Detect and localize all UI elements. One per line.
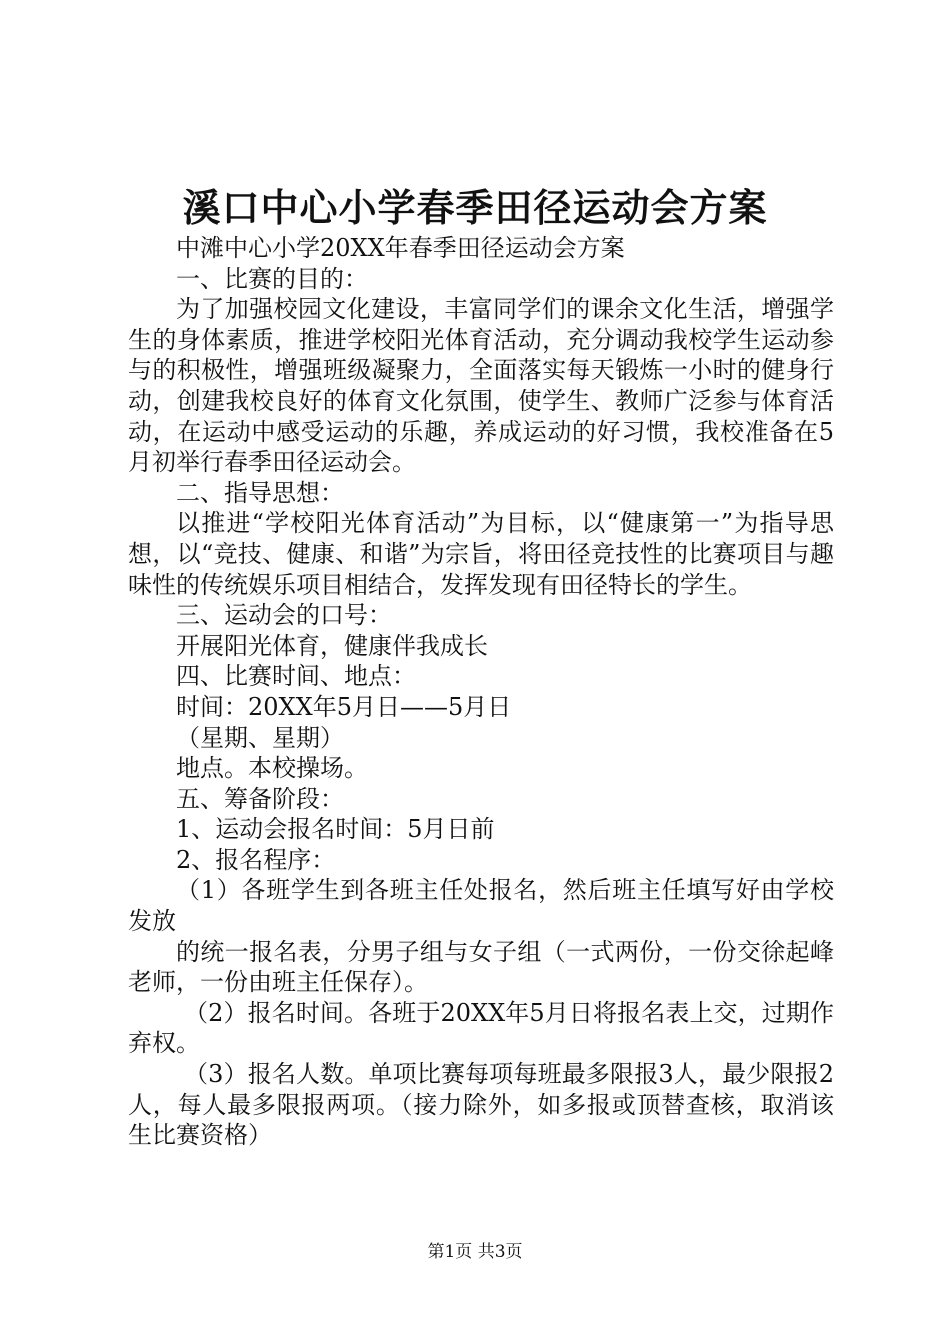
document-body [128,233,834,1151]
place-paragraph: 地点。本校操场。 [176,754,368,783]
procedure-item-3: （3）报名人数。单项比赛每项每班最多限报3人，最少限报2人，每人最多限报两项。（接力除外，如多报或顶替查核，取消该生比赛资格） [128,1060,834,1150]
section-heading-purpose: 一、比赛的目的： [176,264,368,293]
registration-procedure-heading: 2、报名程序： [176,845,336,874]
section-heading-slogan: 三、运动会的口号： [176,601,392,630]
subtitle-paragraph: 中滩中心小学20XX年春季田径运动会方案 [176,234,625,262]
section-heading-preparation: 五、筹备阶段： [176,784,344,813]
slogan-paragraph: 开展阳光体育，健康伴我成长 [176,631,488,660]
procedure-item-2: （2）报名时间。各班于20XX年5月日将报名表上交，过期作弃权。 [128,998,834,1058]
purpose-paragraph: 为了加强校园文化建设，丰富同学们的课余文化生活，增强学生的身体素质，推进学校阳光体育活动，充分调动我校学生运动参与的积极性，增强班级凝聚力，全面落实每天锻炼一小时的健身行动，创建我校良好的体育文化氛围，使学生、教师广泛参与体育活动，在运动中感受运动的乐趣，养成运动的好习惯，我校准备在5月初举行春季田径运动会。 [128,295,834,477]
weekday-paragraph: （星期、星期） [176,723,344,752]
guiding-idea-paragraph: 以推进“学校阳光体育活动”为目标，以“健康第一”为指导思想，以“竞技、健康、和谐”为宗旨，将田径竞技性的比赛项目与趣味性的传统娱乐项目相结合，发挥发现有田径特长的学生。 [128,509,834,599]
document-title: 溪口中心小学春季田径运动会方案 [182,185,768,230]
time-paragraph: 时间：20XX年5月日——5月日 [176,692,512,721]
section-heading-time-place: 四、比赛时间、地点： [176,662,416,691]
section-heading-guiding-idea: 二、指导思想： [176,478,344,507]
registration-time-paragraph: 1、运动会报名时间：5月日前 [176,815,495,844]
procedure-item-1: （1）各班学生到各班主任处报名，然后班主任填写好由学校发放 [128,876,834,936]
procedure-item-1-continued: 的统一报名表，分男子组与女子组（一式两份，一份交徐起峰老师，一份由班主任保存）。 [128,937,834,997]
page-footer: 第1页 共3页 [427,1242,523,1262]
